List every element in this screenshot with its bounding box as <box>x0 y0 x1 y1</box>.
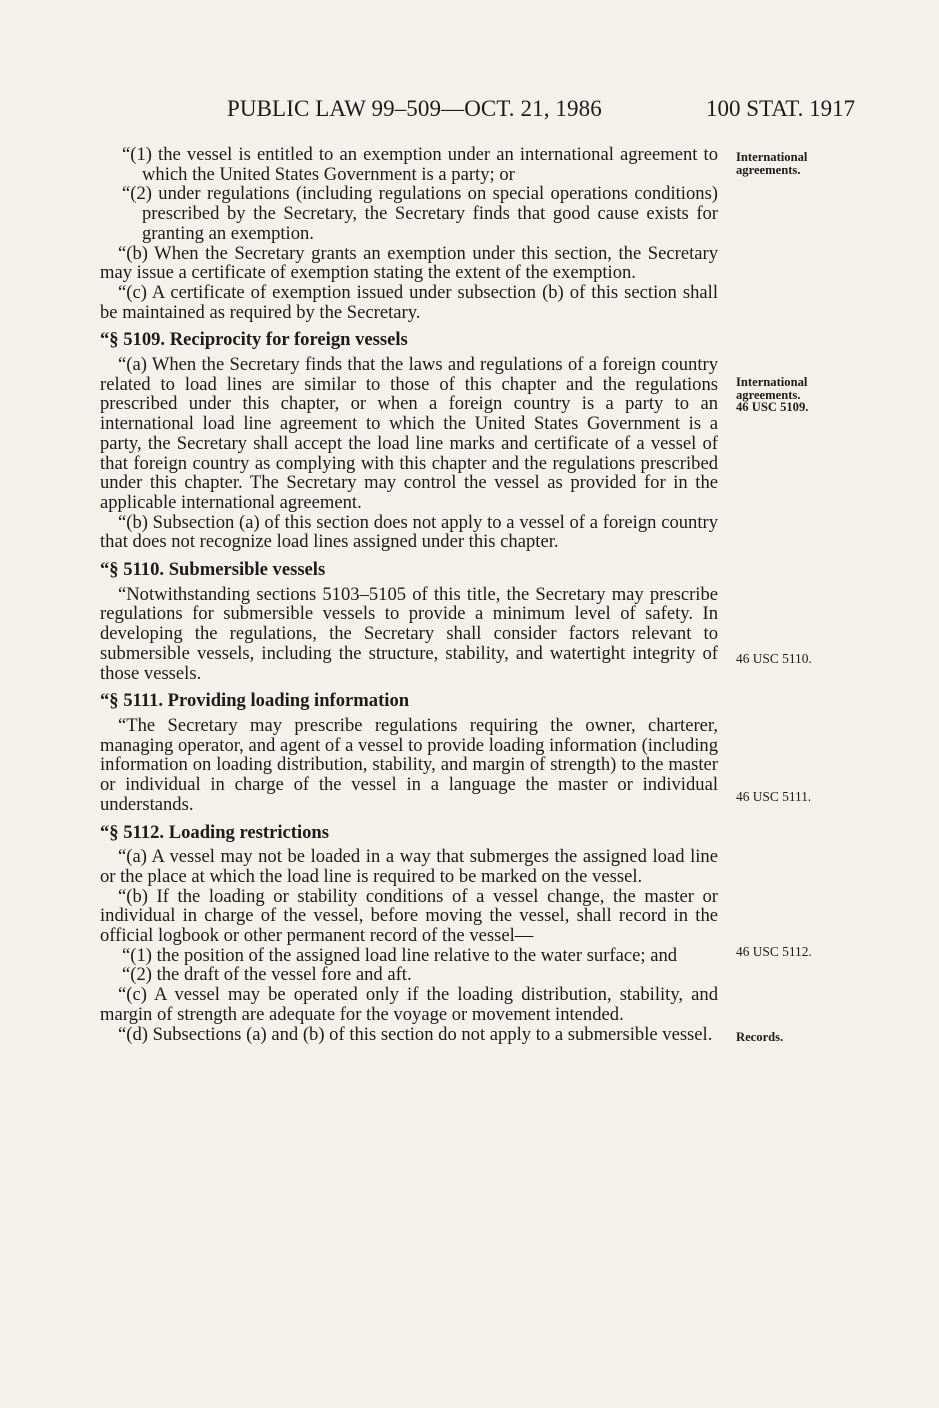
body-paragraph: “(1) the vessel is entitled to an exemption under an international agreement to which the United States Government is a party; or <box>122 144 718 185</box>
running-header-title: PUBLIC LAW 99–509—OCT. 21, 1986 <box>227 96 602 121</box>
margin-note <box>736 151 846 176</box>
section-heading: “§ 5110. Submersible vessels <box>100 559 326 581</box>
body-paragraph: “Notwithstanding sections 5103–5105 of this title, the Secretary may prescribe regulations for submersible vessels to provide a minimum level of safety. In developing the regulations, the Secretary shall consider factors relevant to submersible vessels, including the structure, stability, and watertight integrity of those vessels. <box>100 583 718 684</box>
margin-note <box>736 653 846 666</box>
margin-note-line: International <box>736 375 808 389</box>
body-paragraph: “(1) the position of the assigned load line relative to the water surface; and <box>122 944 678 966</box>
margin-note-line: 46 USC 5111. <box>736 789 812 804</box>
margin-note-line: Records. <box>736 1030 784 1044</box>
body-paragraph: “(b) If the loading or stability conditions of a vessel change, the master or individual in charge of the vessel, before moving the vessel, shall record in the official logbook or other permanent record of the vessel— <box>100 885 718 947</box>
body-paragraph: “(a) When the Secretary finds that the laws and regulations of a foreign country related to load lines are similar to those of this chapter and the regulations prescribed under this chapter, or when a foreign country is a party to an international load line agreement to which the United States Government is a party, the Secretary shall accept the load line marks and certificate of a vessel of that foreign country as complying with this chapter and the regulations prescribed under this chapter. The Secretary may control the vessel as provided for in the applicable international agreement. <box>100 354 718 513</box>
body-paragraph: “(c) A certificate of exemption issued under subsection (b) of this section shall be maintained as required by the Secretary. <box>100 281 718 323</box>
margin-note <box>736 791 846 804</box>
section-heading: “§ 5109. Reciprocity for foreign vessels <box>100 329 408 351</box>
body-paragraph: “The Secretary may prescribe regulations requiring the owner, charterer, managing operator, and agent of a vessel to provide loading information (including information on loading distribution, stability, and margin of strength) to the master or individual in charge of the vessel in a language the master or individual understands. <box>100 714 718 815</box>
section-heading: “§ 5111. Providing loading information <box>100 690 410 712</box>
statute-body-text <box>100 145 718 1044</box>
running-header-page-number: 100 STAT. 1917 <box>706 96 856 121</box>
body-paragraph: “(b) Subsection (a) of this section does not apply to a vessel of a foreign country that does not recognize load lines assigned under this chapter. <box>100 511 718 553</box>
margin-note <box>736 376 846 414</box>
body-paragraph: “(c) A vessel may be operated only if the loading distribution, stability, and margin of strength are adequate for the voyage or movement intended. <box>100 984 718 1025</box>
margin-note-line: 46 USC 5109. <box>736 400 809 414</box>
body-paragraph: “(2) under regulations (including regulations on special operations conditions) prescribed by the Secretary, the Secretary finds that good cause exists for granting an exemption. <box>122 183 718 244</box>
margin-note <box>736 946 846 959</box>
margin-note-line: agreements. <box>736 162 801 177</box>
section-heading: “§ 5112. Loading restrictions <box>100 821 329 843</box>
margin-note-line: agreements. <box>736 387 801 402</box>
body-paragraph: “(d) Subsections (a) and (b) of this section do not apply to a submersible vessel. <box>118 1023 713 1045</box>
body-paragraph: “(b) When the Secretary grants an exemption under this section, the Secretary may issue a certificate of exemption stating the extent of the exemption. <box>100 242 718 284</box>
margin-note-line: 46 USC 5110. <box>736 651 812 666</box>
margin-note-line: International <box>736 150 808 164</box>
margin-note-line: 46 USC 5112. <box>736 944 812 959</box>
body-paragraph: “(2) the draft of the vessel fore and aft. <box>122 964 412 986</box>
margin-note <box>736 1031 846 1044</box>
body-paragraph: “(a) A vessel may not be loaded in a way that submerges the assigned load line or the place at which the load line is required to be marked on the vessel. <box>100 846 718 887</box>
